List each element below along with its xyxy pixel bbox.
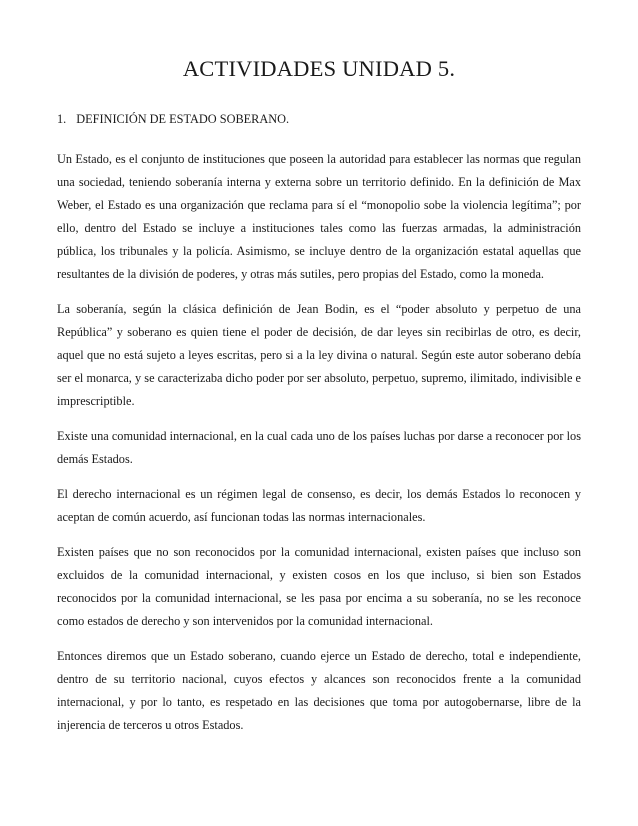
paragraph-comunidad: Existe una comunidad internacional, en la cual cada uno de los países luchas por darse a reconocer por los demás Estados.	[57, 429, 581, 466]
section-title: DEFINICIÓN DE ESTADO SOBERANO.	[76, 112, 290, 126]
section-heading	[57, 112, 581, 127]
paragraph-conclusion: Entonces diremos que un Estado soberano, cuando ejerce un Estado de derecho, total e independiente, dentro de su territorio nacional, cuyos efectos y alcances son reconocidos frente a la comunidad internacional, y por lo tanto, es respetado en las decisiones que toma por autogobernarse, libre de la injerencia de terceros u otros Estados.	[57, 649, 581, 732]
paragraph-derecho-internacional: El derecho internacional es un régimen legal de consenso, es decir, los demás Estados lo reconocen y aceptan de común acuerdo, así funcionan todas las normas internacionales.	[57, 487, 581, 524]
section-number: 1.	[57, 112, 67, 126]
paragraph-soberania: La soberanía, según la clásica definición de Jean Bodin, es el “poder absoluto y perpetuo de una República” y soberano es quien tiene el poder de decisión, de dar leyes sin recibirlas de otro, es decir, aquel que no está sujeto a leyes escritas, pero si a la ley divina o natural. Según este autor soberano debía ser el monarca, y se caracterizaba dicho poder por ser absoluto, perpetuo, supremo, ilimitado, indivisible e imprescriptible.	[57, 302, 581, 408]
paragraph-paises-no-reconocidos: Existen países que no son reconocidos por la comunidad internacional, existen países que incluso son excluidos de la comunidad internacional, y existen cosos en los que incluso, si bien son Estados reconocidos por la comunidad internacional, se les pasa por encima a su soberanía, no se les reconoce como estados de derecho y son intervenidos por la comunidad internacional.	[57, 545, 581, 628]
page-title: ACTIVIDADES UNIDAD 5.	[182, 56, 456, 81]
paragraph-estado: Un Estado, es el conjunto de instituciones que poseen la autoridad para establecer las normas que regulan una sociedad, teniendo soberanía interna y externa sobre un territorio definido. En la definición de Max Weber, el Estado es una organización que reclama para sí el “monopolio sobe la violencia legítima”; por ello, dentro del Estado se incluye a instituciones tales como las fuerzas armadas, la administración pública, los tribunales y la policía. Asimismo, se incluye dentro de la organización estatal aquellas que resultantes de la división de poderes, y otras más sutiles, pero propias del Estado, como la moneda.	[57, 152, 581, 281]
